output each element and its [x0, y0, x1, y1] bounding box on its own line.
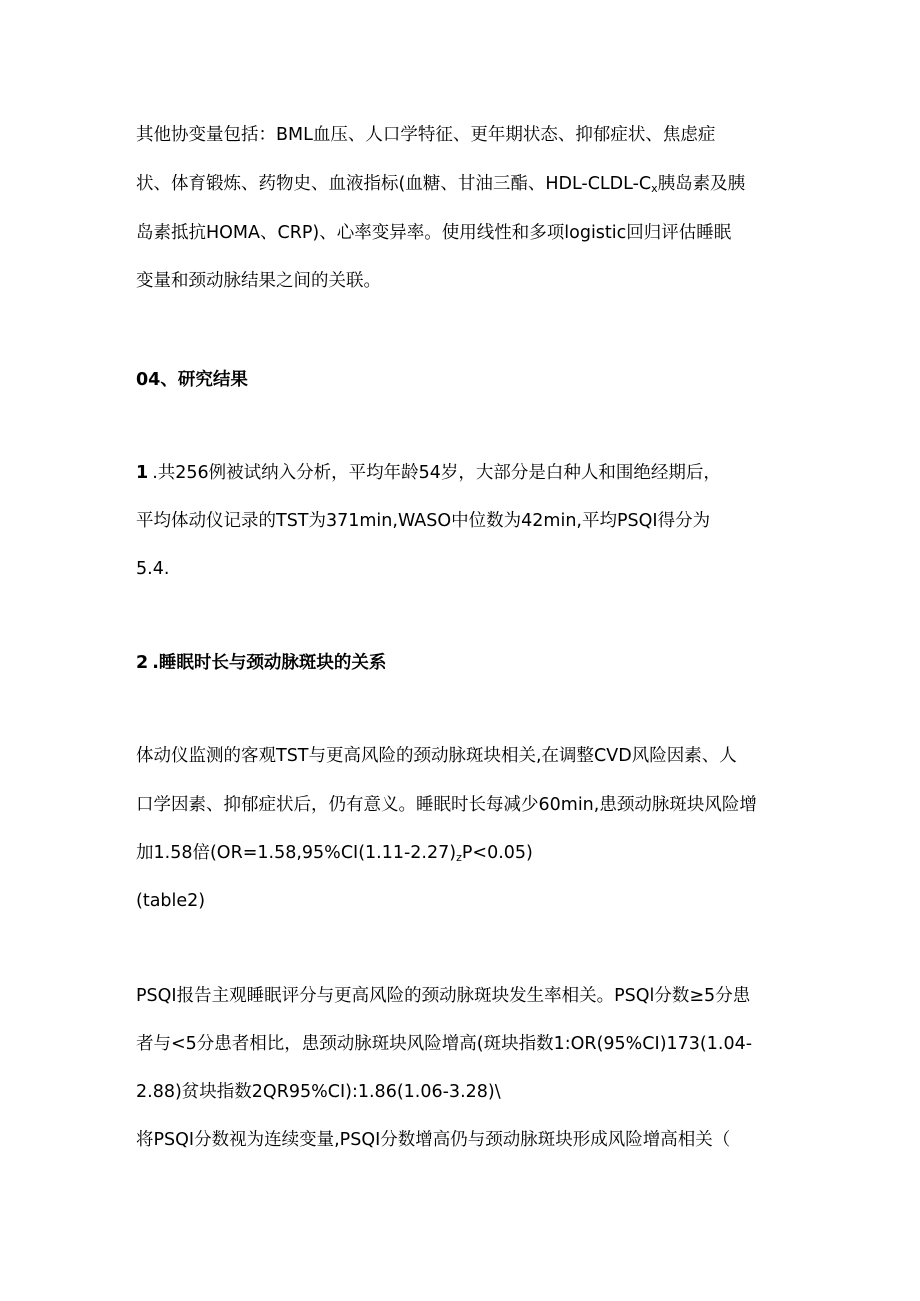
tst-line-1: 体动仪监测的客观TST与更高风险的颈动脉斑块相关,在调整CVD风险因素、人 — [136, 746, 737, 766]
item-1-line-1-text: .共256例被试纳入分析，平均年龄54岁，大部分是白种人和围绝经期后， — [152, 463, 721, 483]
covariates-line-2 — [136, 172, 745, 196]
item-1-number: 1 — [136, 463, 149, 483]
item-1-line-1 — [136, 461, 721, 485]
covariates-line-1: 其他协变量包括：BML血压、人口学特征、更年期状态、抑郁症状、焦虑症 — [136, 125, 716, 145]
covariates-line-4: 变量和颈动脉结果之间的关联。 — [136, 271, 381, 291]
tst-line-3-text: 加1.58倍(OR=1.58,95%CI(1.11-2.27) — [136, 843, 457, 863]
tst-line-3-tail: P<0.05) — [461, 843, 533, 863]
item-2-heading — [136, 651, 386, 675]
item-1-line-2: 平均体动仪记录的TST为371min,WASO中位数为42min,平均PSQI得分为 — [136, 511, 711, 531]
item-2-number: 2 — [136, 653, 149, 673]
tst-line-3 — [136, 841, 533, 865]
covariates-line-2-tail: 胰岛素及胰 — [657, 174, 746, 194]
tst-subscript: z — [456, 851, 462, 864]
covariates-line-2-text: 状、体育锻炼、药物史、血液指标(血糖、甘油三酯、HDL-CLDL-C — [136, 174, 652, 194]
psqi-line-3: 2.88)贫块指数2QR95%CI):1.86(1.06-3.28)\ — [136, 1082, 501, 1102]
psqi-line-4: 将PSQI分数视为连续变量,PSQI分数增高仍与颈动脉斑块形成风险增高相关（ — [136, 1130, 731, 1150]
section-heading: 04、研究结果 — [136, 370, 248, 390]
covariates-line-3: 岛素抵抗HOMA、CRP)、心率变异率。使用线性和多项logistic回归评估睡眠 — [136, 223, 732, 243]
psqi-line-2: 者与<5分患者相比，患颈动脉斑块风险增高(斑块指数1:OR(95%CI)173(1.04- — [136, 1034, 753, 1054]
tst-line-2: 口学因素、抑郁症状后，仍有意义。睡眠时长每减少60min,患颈动脉斑块风险增 — [136, 795, 757, 815]
psqi-line-1: PSQI报告主观睡眠评分与更高风险的颈动脉斑块发生率相关。PSQl分数≥5分患 — [136, 986, 751, 1006]
item-2-title: .睡眠时长与颈动脉斑块的关系 — [152, 653, 387, 673]
covariates-subscript: x — [651, 182, 658, 195]
item-1-line-3: 5.4. — [136, 559, 170, 579]
tst-line-4: (table2) — [136, 891, 206, 911]
